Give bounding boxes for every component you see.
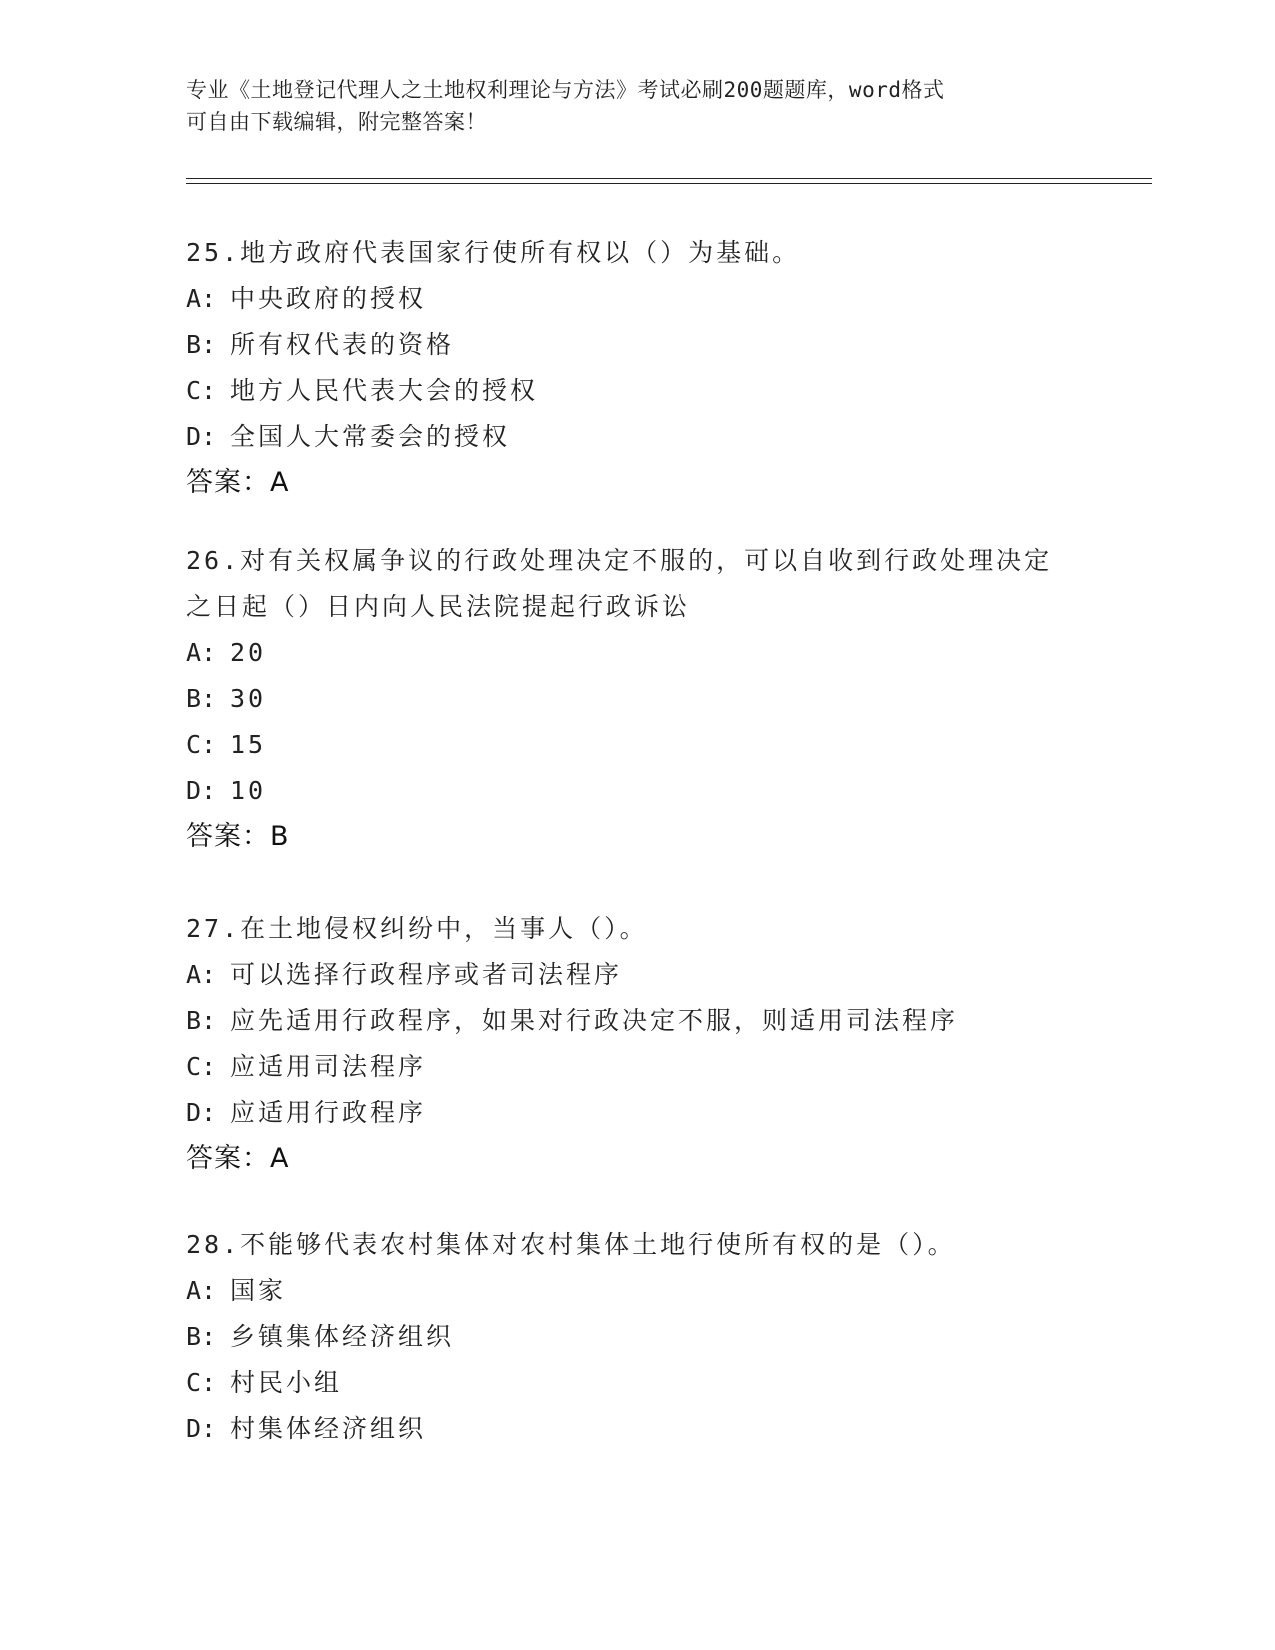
option-a bbox=[186, 630, 1086, 676]
option-text: 15 bbox=[230, 730, 267, 759]
option-d bbox=[186, 1090, 1086, 1136]
option-b bbox=[186, 1314, 1086, 1360]
option-b bbox=[186, 998, 1086, 1044]
option-a bbox=[186, 952, 1086, 998]
option-d bbox=[186, 768, 1086, 814]
question-text: 28.不能够代表农村集体对农村集体土地行使所有权的是（）。 bbox=[186, 1230, 956, 1259]
question-text: 26.对有关权属争议的行政处理决定不服的，可以自收到行政处理决定 bbox=[186, 546, 1053, 575]
question-text-continued: 之日起（）日内向人民法院提起行政诉讼 bbox=[186, 592, 691, 621]
option-text: 国家 bbox=[230, 1276, 287, 1305]
option-text: 应先适用行政程序，如果对行政决定不服，则适用司法程序 bbox=[230, 1006, 959, 1035]
answer-label: 答案： bbox=[186, 821, 270, 852]
option-letter: B: bbox=[186, 1006, 217, 1035]
option-a bbox=[186, 1268, 1086, 1314]
option-text: 地方人民代表大会的授权 bbox=[230, 376, 539, 405]
question-text: 25.地方政府代表国家行使所有权以（）为基础。 bbox=[186, 238, 801, 267]
option-letter: A: bbox=[186, 284, 217, 313]
answer-label: 答案： bbox=[186, 467, 270, 498]
option-letter: C: bbox=[186, 376, 217, 405]
answer-label: 答案： bbox=[186, 1143, 270, 1174]
option-letter: D: bbox=[186, 422, 217, 451]
option-letter: D: bbox=[186, 1098, 217, 1127]
option-c bbox=[186, 1360, 1086, 1406]
answer-line bbox=[186, 814, 1086, 860]
question-26 bbox=[186, 538, 1086, 860]
option-text: 村集体经济组织 bbox=[230, 1414, 427, 1443]
option-d bbox=[186, 414, 1086, 460]
option-b bbox=[186, 676, 1086, 722]
option-text: 村民小组 bbox=[230, 1368, 343, 1397]
option-a bbox=[186, 276, 1086, 322]
answer-value: A bbox=[270, 467, 289, 498]
option-text: 全国人大常委会的授权 bbox=[230, 422, 511, 451]
option-text: 20 bbox=[230, 638, 267, 667]
question-28 bbox=[186, 1222, 1086, 1452]
header-line-2: 可自由下载编辑，附完整答案！ bbox=[186, 110, 487, 134]
header-line-1: 专业《土地登记代理人之土地权利理论与方法》考试必刷200题题库，word格式 bbox=[186, 78, 945, 102]
question-25 bbox=[186, 230, 1086, 506]
option-text: 10 bbox=[230, 776, 267, 805]
answer-value: A bbox=[270, 1143, 289, 1174]
option-text: 应适用司法程序 bbox=[230, 1052, 427, 1081]
option-letter: A: bbox=[186, 638, 217, 667]
question-text: 27.在土地侵权纠纷中，当事人（）。 bbox=[186, 914, 648, 943]
answer-line bbox=[186, 460, 1086, 506]
option-text: 乡镇集体经济组织 bbox=[230, 1322, 455, 1351]
header-divider-top bbox=[186, 178, 1152, 179]
option-c bbox=[186, 368, 1086, 414]
option-text: 30 bbox=[230, 684, 267, 713]
option-text: 中央政府的授权 bbox=[230, 284, 427, 313]
option-letter: B: bbox=[186, 1322, 217, 1351]
question-27 bbox=[186, 906, 1086, 1182]
option-d bbox=[186, 1406, 1086, 1452]
answer-line bbox=[186, 1136, 1086, 1182]
answer-value: B bbox=[270, 821, 289, 852]
option-letter: C: bbox=[186, 1368, 217, 1397]
option-letter: C: bbox=[186, 730, 217, 759]
option-letter: A: bbox=[186, 1276, 217, 1305]
option-c bbox=[186, 1044, 1086, 1090]
option-text: 可以选择行政程序或者司法程序 bbox=[230, 960, 623, 989]
option-b bbox=[186, 322, 1086, 368]
option-text: 应适用行政程序 bbox=[230, 1098, 427, 1127]
header-divider-bottom bbox=[186, 183, 1152, 184]
document-header bbox=[186, 74, 1086, 138]
option-c bbox=[186, 722, 1086, 768]
option-letter: A: bbox=[186, 960, 217, 989]
option-letter: B: bbox=[186, 330, 217, 359]
option-letter: D: bbox=[186, 776, 217, 805]
option-letter: B: bbox=[186, 684, 217, 713]
option-text: 所有权代表的资格 bbox=[230, 330, 455, 359]
option-letter: C: bbox=[186, 1052, 217, 1081]
option-letter: D: bbox=[186, 1414, 217, 1443]
